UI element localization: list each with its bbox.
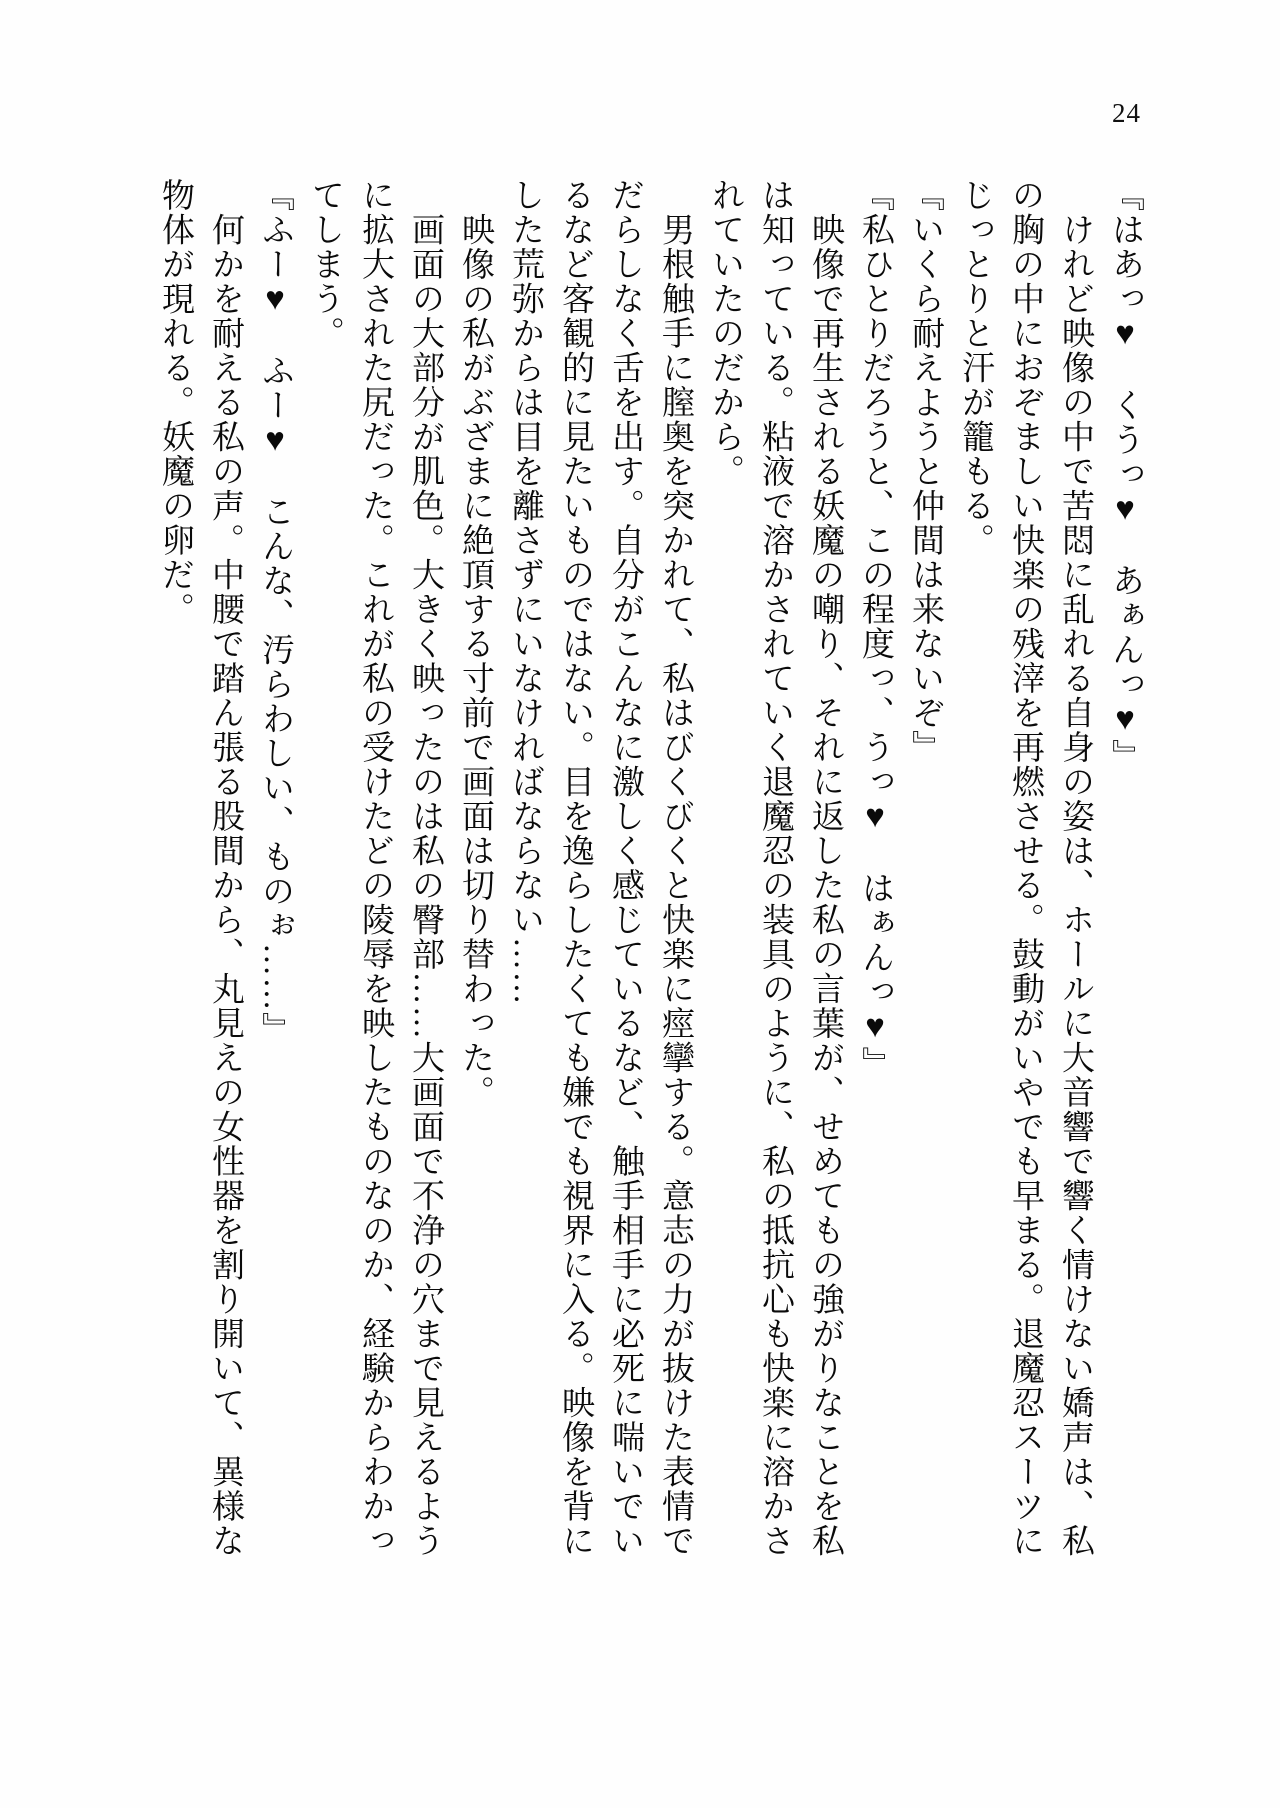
text-column: じっとりと汗が籠もる。 xyxy=(957,178,993,558)
text-column: 映像の私がぶざまに絶頂する寸前で画面は切り替わった。 xyxy=(457,178,493,1110)
page-number: 24 xyxy=(1112,98,1141,128)
text-column: 物体が現れる。妖魔の卵だ。 xyxy=(157,178,193,627)
text-column: 何かを耐える私の声。中腰で踏ん張る股間から、丸見えの女性器を割り開いて、異様な xyxy=(207,178,243,1558)
text-column: るなど客観的に見たいものではない。目を逸らしたくても嫌でも視界に入る。映像を背に xyxy=(557,178,593,1558)
text-column: 画面の大部分が肌色。大きく映ったのは私の臀部……大画面で不浄の穴まで見えるよう xyxy=(407,178,443,1558)
text-column: れていたのだから。 xyxy=(707,178,743,489)
text-column: は知っている。粘液で溶かされていく退魔忍の装具のように、私の抵抗心も快楽に溶かさ xyxy=(757,178,793,1558)
text-column: だらしなく舌を出す。自分がこんなに激しく感じているなど、触手相手に必死に喘いでい xyxy=(607,178,643,1558)
text-column: 『ふー♥ ふー♥ こんな、汚らわしい、ものぉ……』 xyxy=(257,178,293,1047)
text-column: 男根触手に膣奥を突かれて、私はびくびくと快楽に痙攣する。意志の力が抜けた表情で xyxy=(657,178,693,1558)
text-column: に拡大された尻だった。これが私の受けたどの陵辱を映したものなのか、経験からわかっ xyxy=(357,178,393,1558)
text-column: 『私ひとりだろうと、この程度っ、うっ♥ はぁんっ♥』 xyxy=(857,178,893,1081)
text-column: の胸の中におぞましい快楽の残滓を再燃させる。鼓動がいやでも早まる。退魔忍スーツに xyxy=(1007,178,1043,1558)
text-column: てしまう。 xyxy=(307,178,343,351)
text-column: 『いくら耐えようと仲間は来ないぞ』 xyxy=(907,178,943,765)
text-column: した荒弥からは目を離さずにいなければならない…… xyxy=(507,178,543,1006)
text-column: けれど映像の中で苦悶に乱れる自身の姿は、ホールに大音響で響く情けない嬌声は、私 xyxy=(1057,178,1093,1558)
text-column: 『はあっ♥ くうっ♥ あぁんっ♥』 xyxy=(1107,178,1143,774)
page-text-block xyxy=(150,178,1150,1638)
text-column: 映像で再生される妖魔の嘲り、それに返した私の言葉が、せめてもの強がりなことを私 xyxy=(807,178,843,1558)
